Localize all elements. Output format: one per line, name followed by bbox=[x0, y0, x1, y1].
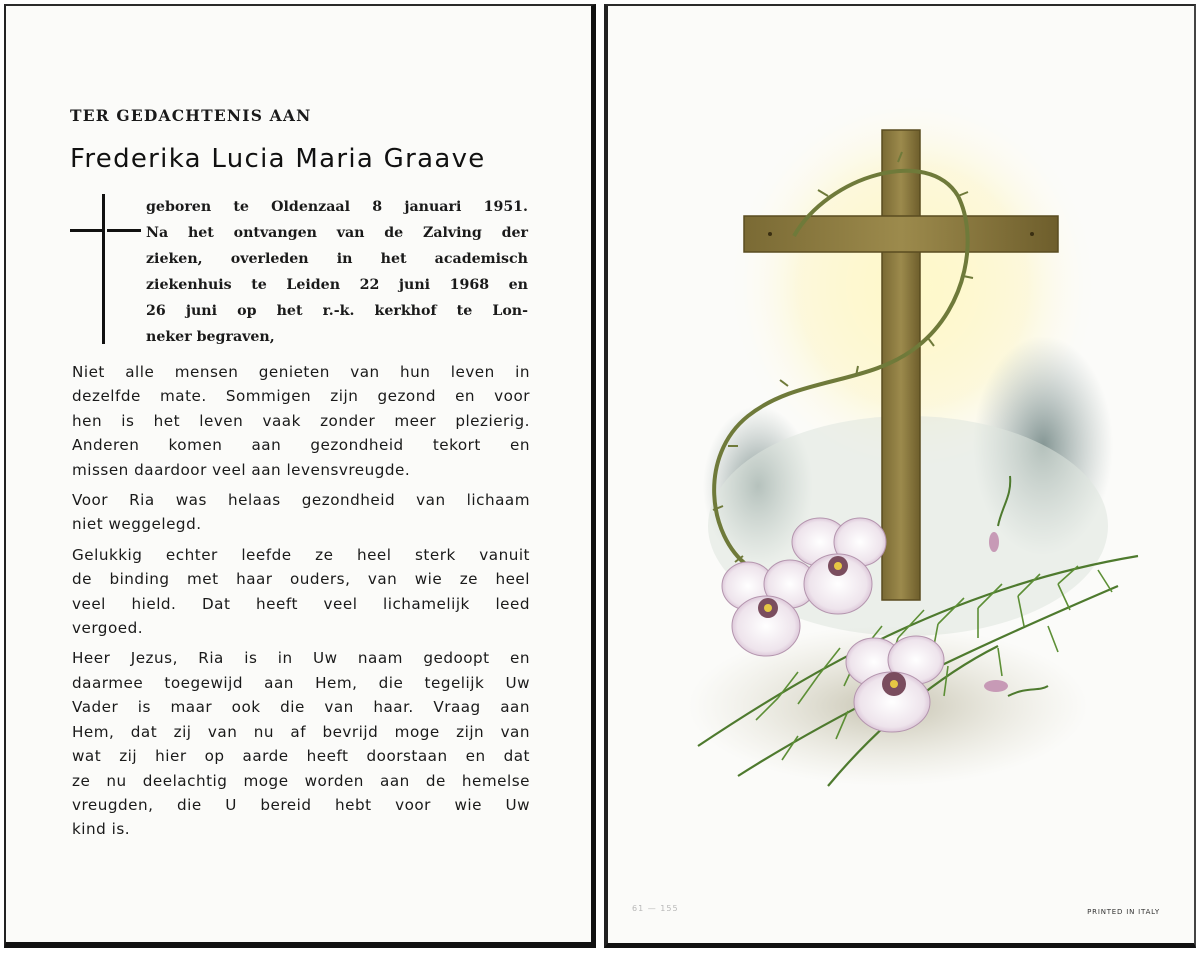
text-line: Niet alle mensen genieten van hun leven in bbox=[72, 363, 530, 381]
text-line: dezelfde mate. Sommigen zijn gezond en voor bbox=[72, 387, 530, 406]
paragraph bbox=[72, 488, 530, 537]
text-line: Hem, dat zij van nu af bevrijd moge zijn van bbox=[72, 722, 530, 741]
deceased-name: Frederika Lucia Maria Graave bbox=[70, 144, 486, 174]
text-line: missen daardoor veel aan levensvreugde. bbox=[72, 460, 411, 479]
bio-line: 26 juni op het r.-k. kerkhof te Lon- bbox=[146, 303, 528, 319]
memorial-heading: TER GEDACHTENIS AAN bbox=[70, 106, 312, 125]
text-line: ze nu deelachtig moge worden aan de hemelse bbox=[72, 771, 530, 790]
printed-in-italy: PRINTED IN ITALY bbox=[1087, 908, 1160, 916]
text-line: vreugden, die U bereid hebt voor wie Uw bbox=[72, 795, 530, 814]
text-line: kind is. bbox=[72, 820, 131, 839]
text-line: Heer Jezus, Ria is in Uw naam gedoopt en bbox=[72, 649, 530, 668]
catalog-code: 61 — 155 bbox=[632, 904, 679, 913]
paragraph bbox=[72, 360, 530, 482]
text-line: de binding met haar ouders, van wie ze heel bbox=[72, 570, 530, 589]
bio-line: neker begraven, bbox=[146, 329, 275, 345]
bio-line: zieken, overleden in het academisch bbox=[146, 251, 528, 267]
bio-line: geboren te Oldenzaal 8 januari 1951. bbox=[146, 199, 528, 215]
cross-with-flowers-illustration bbox=[678, 86, 1148, 806]
paragraph bbox=[72, 543, 530, 641]
memorial-text bbox=[72, 360, 530, 848]
text-line: daarmee toegewijd aan Hem, die tegelijk Uw bbox=[72, 673, 530, 692]
text-line: hen is het leven vaak zonder meer plezierig. bbox=[72, 411, 530, 430]
text-line: Anderen komen aan gezondheid tekort en bbox=[72, 436, 530, 455]
text-line: niet weggelegd. bbox=[72, 515, 202, 534]
bio-line: Na het ontvangen van de Zalving der bbox=[146, 225, 528, 241]
biography bbox=[146, 194, 528, 350]
text-line: Gelukkig echter leefde ze heel sterk vanuit bbox=[72, 545, 530, 564]
left-card-page bbox=[4, 4, 596, 948]
bio-line: ziekenhuis te Leiden 22 juni 1968 en bbox=[146, 277, 528, 293]
paragraph bbox=[72, 646, 530, 841]
text-line: Voor Ria was helaas gezondheid van lichaam bbox=[72, 491, 530, 510]
text-line: vergoed. bbox=[72, 619, 144, 638]
right-card-page bbox=[604, 4, 1196, 948]
text-line: wat zij hier op aarde heeft doorstaan en dat bbox=[72, 747, 530, 766]
text-line: veel hield. Dat heeft veel lichamelijk leed bbox=[72, 594, 530, 613]
text-line: Vader is maar ook die van haar. Vraag aan bbox=[72, 698, 530, 717]
